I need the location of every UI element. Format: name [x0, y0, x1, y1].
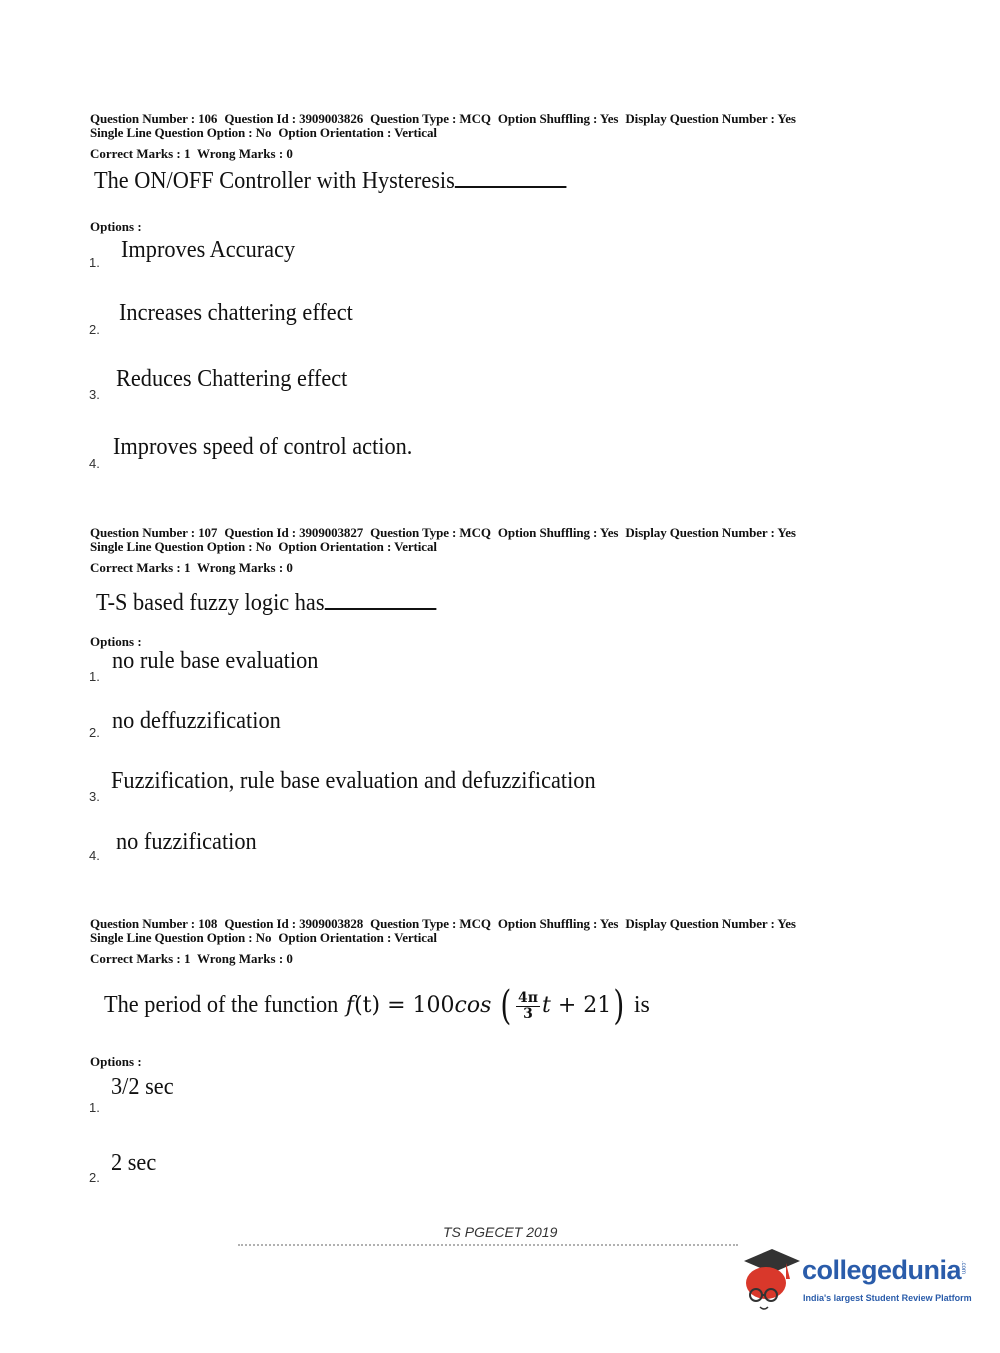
graduate-mascot-icon	[740, 1245, 802, 1311]
collegedunia-logo[interactable]	[740, 1245, 970, 1315]
option-text[interactable]: Increases chattering effect	[119, 300, 353, 326]
question-107-marks: Correct Marks : 1 Wrong Marks : 0	[90, 560, 293, 575]
meta-line-1: Question Number : 107 Question Id : 3909003827 Question Type : MCQ Option Shuffling : Yes Display Question Number : Yes	[90, 525, 796, 540]
option-number: 4.	[89, 848, 100, 863]
option-text[interactable]: no rule base evaluation	[112, 648, 319, 674]
option-number: 4.	[89, 456, 100, 471]
meta-line-2: Single Line Question Option : No Option Orientation : Vertical	[90, 125, 437, 140]
question-106-meta	[90, 112, 803, 140]
logo-tagline: India's largest Student Review Platform	[803, 1293, 972, 1303]
option-text[interactable]: no fuzzification	[116, 829, 257, 855]
footer-divider	[238, 1244, 738, 1246]
option-number: 3.	[89, 387, 100, 402]
option-text[interactable]: Improves Accuracy	[121, 237, 296, 263]
meta-line-1: Question Number : 108 Question Id : 3909003828 Question Type : MCQ Option Shuffling : Yes Display Question Number : Yes	[90, 916, 796, 931]
question-107-text: T-S based fuzzy logic has	[96, 590, 436, 617]
question-108-text: The period of the function f(t) = 100cos ( $\frac{4\pi}{3}$ t + 21) is	[104, 983, 650, 1029]
option-number: 2.	[89, 725, 100, 740]
question-108-marks: Correct Marks : 1 Wrong Marks : 0	[90, 951, 293, 966]
question-108-meta	[90, 917, 803, 945]
footer-exam-name: TS PGECET 2019	[443, 1224, 558, 1240]
option-number: 1.	[89, 669, 100, 684]
logo-domain-suffix: .com	[960, 1261, 966, 1275]
meta-line-2: Single Line Question Option : No Option Orientation : Vertical	[90, 539, 437, 554]
option-text[interactable]: 3/2 sec	[111, 1074, 174, 1100]
question-106-marks: Correct Marks : 1 Wrong Marks : 0	[90, 146, 293, 161]
option-text[interactable]: no deffuzzification	[112, 708, 281, 734]
option-number: 2.	[89, 1170, 100, 1185]
option-text[interactable]: Fuzzification, rule base evaluation and defuzzification	[111, 768, 596, 794]
function-formula: f(t) = 100cos ( $\frac{4\pi}{3}$ t + 21)	[345, 983, 625, 1029]
option-number: 1.	[89, 1100, 100, 1115]
answer-blank	[325, 590, 437, 610]
options-label: Options :	[90, 219, 142, 234]
left-paren: (	[500, 983, 512, 1029]
right-paren: )	[613, 983, 625, 1029]
option-number: 3.	[89, 789, 100, 804]
fraction: $\frac{4\pi}{3}$	[517, 989, 538, 1022]
option-text[interactable]: Improves speed of control action.	[113, 434, 413, 460]
logo-wordmark: collegedunia	[802, 1255, 962, 1285]
answer-blank	[455, 168, 567, 188]
question-106-text: The ON/OFF Controller with Hysteresis	[94, 168, 566, 195]
meta-line-2: Single Line Question Option : No Option Orientation : Vertical	[90, 930, 437, 945]
question-107-meta	[90, 526, 803, 554]
options-label: Options :	[90, 634, 142, 649]
options-label: Options :	[90, 1054, 142, 1069]
option-text[interactable]: Reduces Chattering effect	[116, 366, 348, 392]
option-number: 1.	[89, 255, 100, 270]
option-text[interactable]: 2 sec	[111, 1150, 157, 1176]
option-number: 2.	[89, 322, 100, 337]
meta-line-1: Question Number : 106 Question Id : 3909003826 Question Type : MCQ Option Shuffling : Yes Display Question Number : Yes	[90, 111, 796, 126]
